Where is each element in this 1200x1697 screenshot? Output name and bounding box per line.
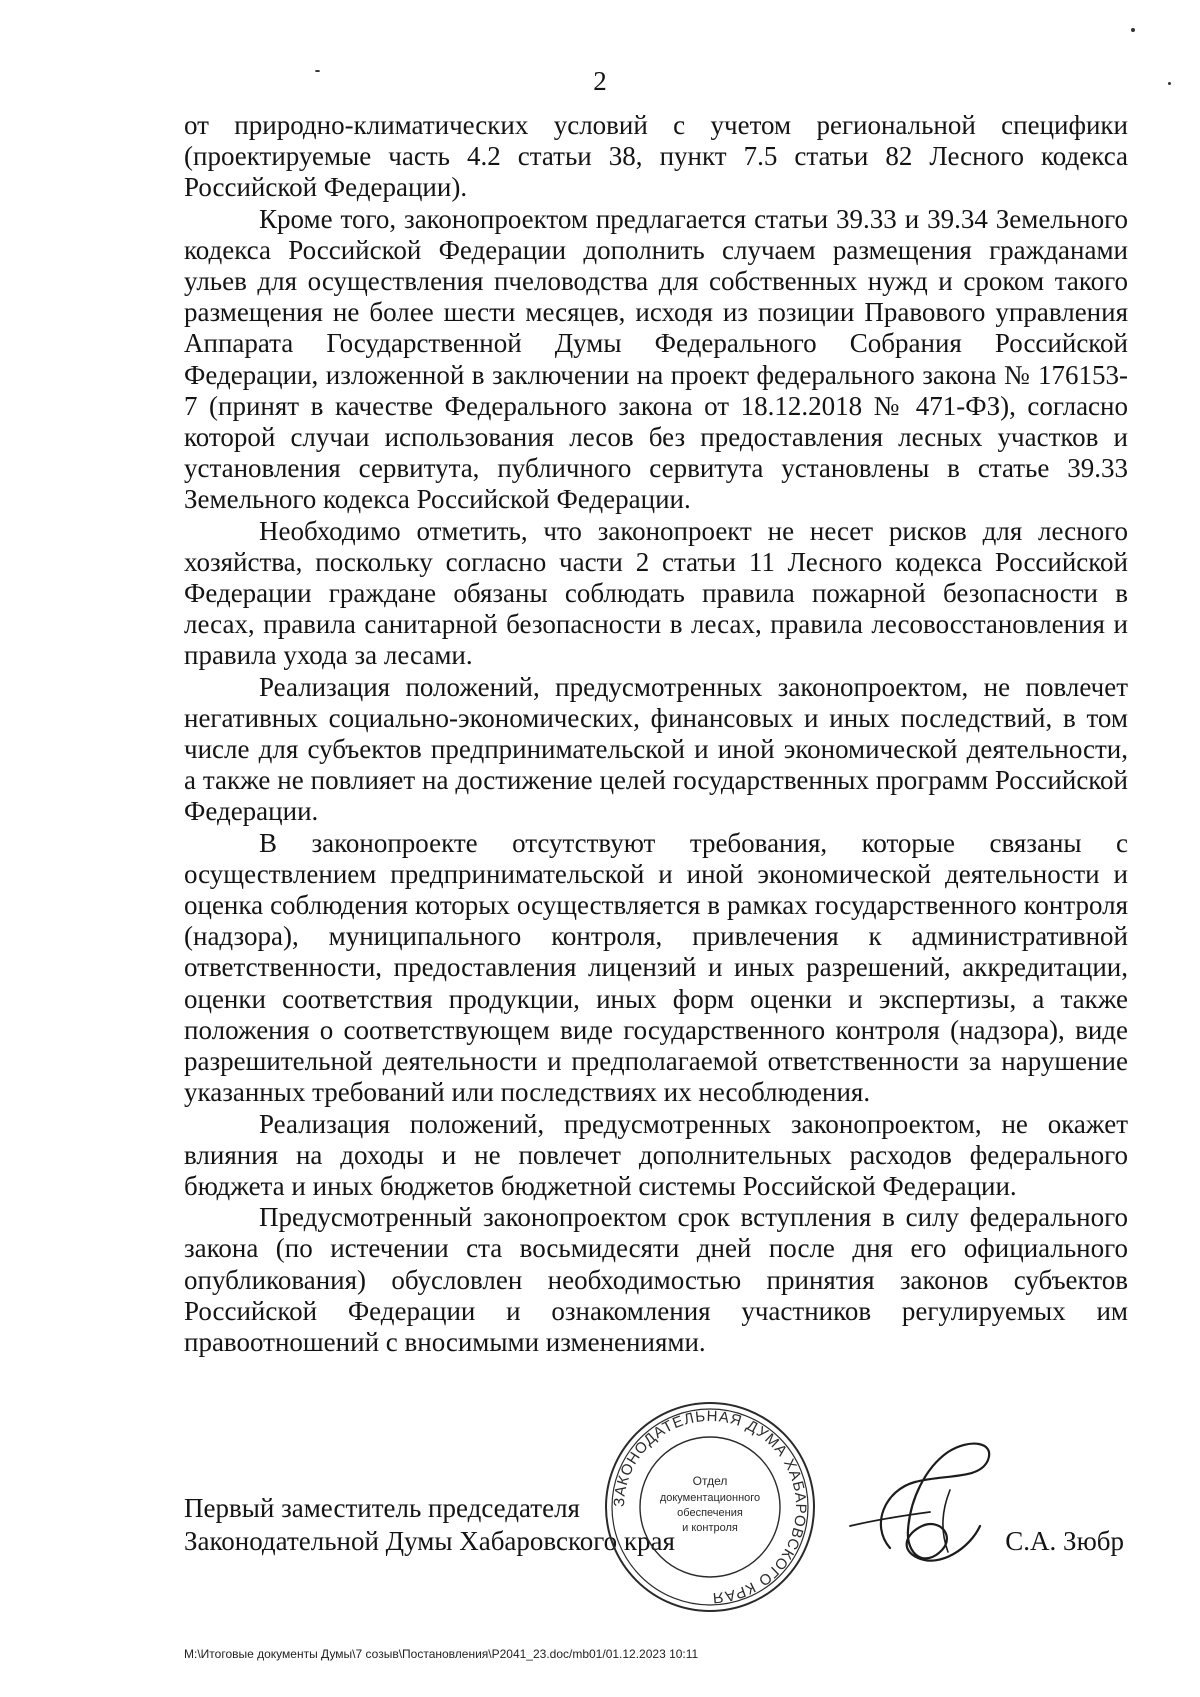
scan-speck [1131, 28, 1135, 32]
stamp-center-line-3: обеспечения [677, 1507, 743, 1519]
paragraph-7: Предусмотренный законопроектом срок вступления в силу федерального закона (по истечении ста восьмидесяти дней после дня его официального опубликования) обусловлен необходимостью принятия законов субъектов Российской Федерации и ознакомления участников регулируемых им правоотношений с вносимыми изменениями. [184, 1202, 1128, 1357]
paragraph-4: Реализация положений, предусмотренных законопроектом, не повлечет негативных социально-экономических, финансовых и иных последствий, в том числе для субъектов предпринимательской и иной экономической деятельности, а также не повлияет на достижение целей государственных программ Российской Федерации. [184, 671, 1128, 827]
stamp-center-line-4: и контроля [682, 1522, 738, 1534]
official-stamp [600, 1397, 820, 1617]
page-number: 2 [593, 66, 607, 96]
paragraph-5: В законопроекте отсутствуют требования, которые связаны с осуществлением предпринимательской и иной экономической деятельности и оценка соблюдения которых осуществляется в рамках государственного контроля (надзора), муниципального контроля, привлечения к административной ответственности, предоставления лицензий и иных разрешений, аккредитации, оценки соответствия продукции, иных форм оценки и экспертизы, а также положения о соответствующем виде государственного контроля (надзора), виде разрешительной деятельности и предполагаемой ответственности за нарушение указанных требований или последствиях их несоблюдения. [184, 827, 1128, 1108]
stamp-center-line-1: Отдел [692, 1474, 728, 1488]
signer-position-line-1: Первый заместитель председателя [184, 1493, 580, 1523]
paragraph-1: от природно-климатических условий с учетом региональной специфики (проектируемые часть 4.2 статьи 38, пункт 7.5 статьи 82 Лесного кодекса Российской Федерации). [184, 110, 1128, 203]
signer-position-line-2: Законодательной Думы Хабаровского края [184, 1526, 675, 1556]
scan-speck [1168, 82, 1171, 85]
paragraph-6: Реализация положений, предусмотренных законопроектом, не окажет влияния на доходы и не повлечет дополнительных расходов федерального бюджета и иных бюджетов бюджетной системы Российской Федерации. [184, 1108, 1128, 1201]
signer-name: С.А. Зюбр [1005, 1526, 1124, 1556]
document-body [184, 110, 1128, 1358]
paragraph-2: Кроме того, законопроектом предлагается статьи 39.33 и 39.34 Земельного кодекса Российской Федерации дополнить случаем размещения гражданами ульев для осуществления пчеловодства для собственных нужд и сроком такого размещения не более шести месяцев, исходя из позиции Правового управления Аппарата Государственной Думы Федерального Собрания Российской Федерации, изложенной в заключении на проект федерального закона № 176153-7 (принят в качестве Федерального закона от 18.12.2018 № 471-ФЗ), согласно которой случаи использования лесов без предоставления лесных участков и установления сервитута, публичного сервитута установлены в статье 39.33 Земельного кодекса Российской Федерации. [184, 203, 1128, 515]
paragraph-3: Необходимо отметить, что законопроект не несет рисков для лесного хозяйства, поскольку согласно части 2 статьи 11 Лесного кодекса Российской Федерации граждане обязаны соблюдать правила пожарной безопасности в лесах, правила санитарной безопасности в лесах, правила лесовосстановления и правила ухода за лесами. [184, 515, 1128, 671]
stamp-ring-text: ЗАКОНОДАТЕЛЬНАЯ ДУМА ХАБАРОВСКОГО КРАЯ [610, 1407, 810, 1607]
handwritten-signature [830, 1430, 1000, 1580]
stamp-center-line-2: документационного [659, 1492, 761, 1504]
scan-speck [315, 70, 320, 72]
document-footer-path: M:\Итоговые документы Думы\7 созыв\Постановления\P2041_23.doc/mb01/01.12.2023 10:11 [184, 1647, 699, 1661]
